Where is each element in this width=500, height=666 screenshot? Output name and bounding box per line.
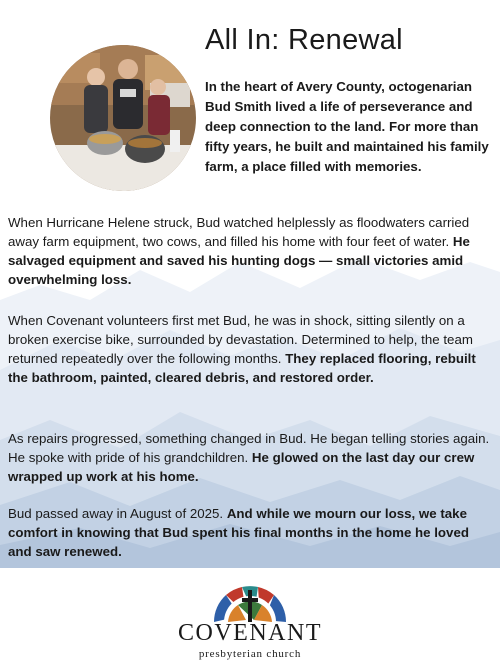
paragraph-text: Bud passed away in August of 2025.: [8, 506, 227, 521]
paragraph-text: When Hurricane Helene struck, Bud watched helplessly as floodwaters carried away farm equipment, two cows, and filled his home with four feet of water.: [8, 215, 470, 249]
footer-logo-area: [0, 568, 500, 666]
logo-wordmark: COVENANT: [178, 620, 322, 646]
paragraph-bold-text: And while we mourn our loss, we take comfort in knowing that Bud spent his final months in the home he loved and saw renewed.: [8, 506, 469, 559]
intro-paragraph: In the heart of Avery County, octogenarian Bud Smith lived a life of perseverance and deep connection to the land. For more than fifty years, he built and maintained his family farm, a place filled with memories.: [205, 79, 489, 174]
paragraph-bold-text: He salvaged equipment and saved his hunting dogs — small victories amid overwhelming loss.: [8, 234, 470, 287]
paragraph-bold-text: He glowed on the last day our crew wrapped up work at his home.: [8, 450, 475, 484]
paragraph-bold-text: They replaced flooring, rebuilt the bathroom, painted, cleared debris, and restored order.: [8, 351, 476, 385]
paragraph-volunteers: [8, 311, 496, 387]
paragraph-repairs: [8, 429, 496, 486]
paragraph-text: When Covenant volunteers first met Bud, he was in shock, sitting silently on a broken exercise bike, surrounded by devastation. Determined to help, the team returned repeatedly over the following months.: [8, 313, 473, 366]
page-title: All In: Renewal: [205, 24, 403, 56]
paragraph-remembrance: [8, 504, 496, 561]
paragraph-text: As repairs progressed, something changed in Bud. He began telling stories again. He spoke with pride of his grandchildren.: [8, 431, 490, 465]
paragraph-hurricane: [8, 213, 496, 289]
photo-bud-and-volunteers: [50, 45, 196, 191]
logo-subtitle: presbyterian church: [198, 648, 302, 660]
